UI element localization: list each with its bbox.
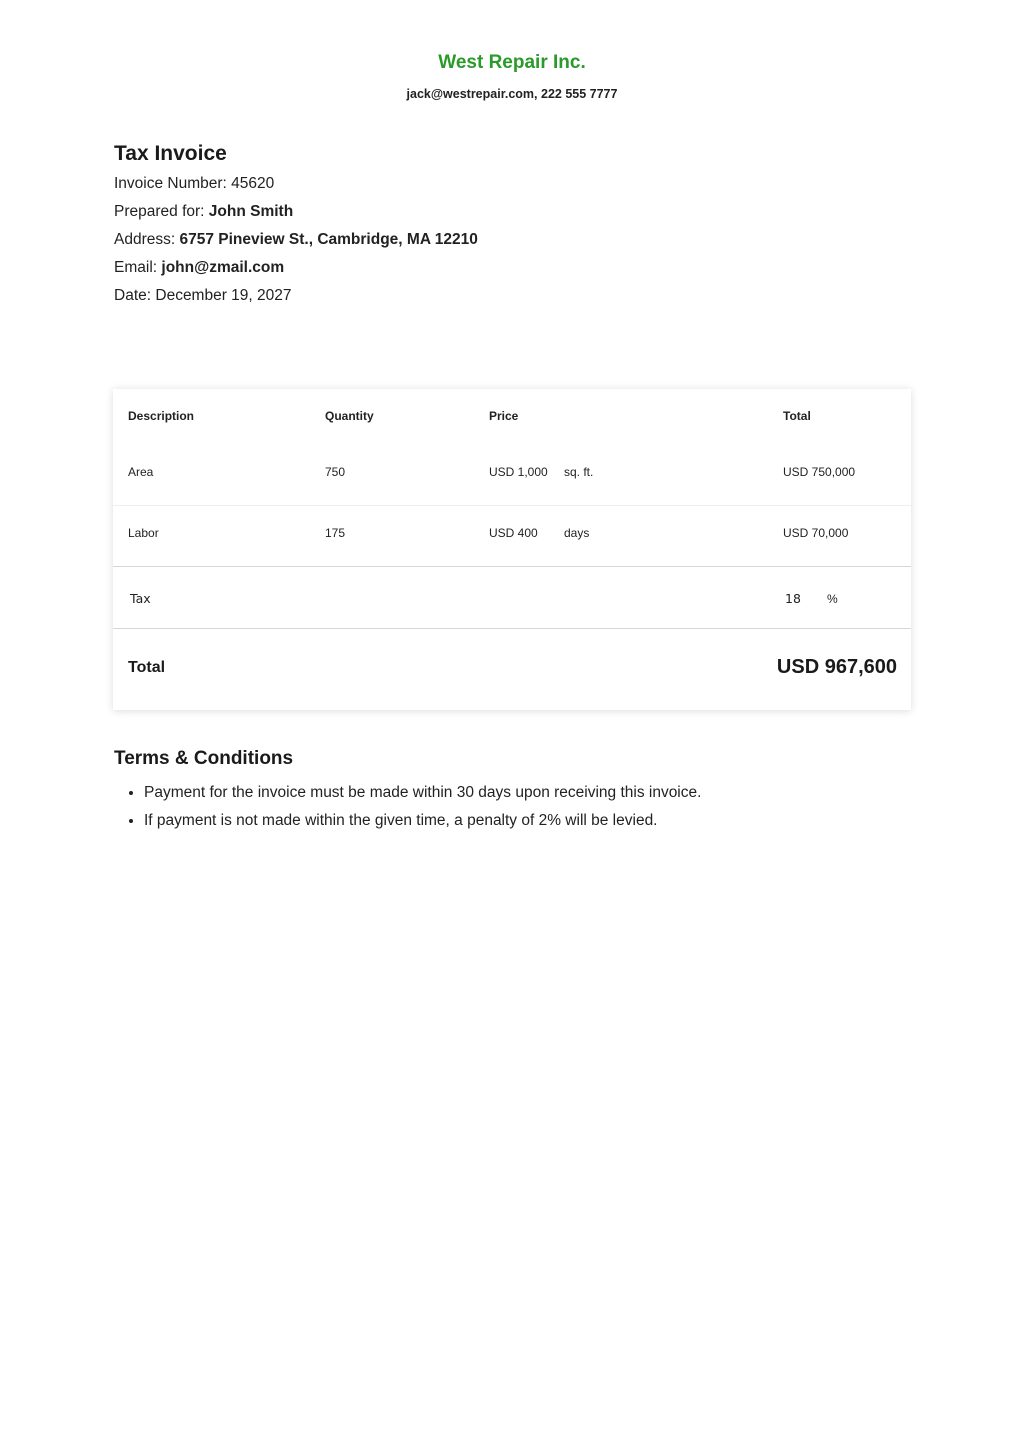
invoice-number-value: 45620 [231,175,275,192]
row-divider [113,566,911,567]
company-contact: jack@westrepair.com, 222 555 7777 [406,87,618,101]
invoice-number-label: Invoice Number: [114,175,227,192]
date-line [114,287,292,305]
invoice-table [113,389,911,710]
header-quantity: Quantity [325,409,374,423]
row-labor-unit: days [564,526,590,540]
address-value: 6757 Pineview St., Cambridge, MA 12210 [179,231,478,248]
prepared-for-label: Prepared for: [114,203,205,220]
prepared-for-line [114,203,293,221]
email-line [114,259,284,277]
terms-list [114,779,924,835]
row-area-total: USD 750,000 [783,465,856,479]
total-value: USD 967,600 [776,656,897,678]
header-total: Total [783,409,811,423]
row-labor-quantity: 175 [325,526,346,540]
row-area-quantity: 750 [325,465,346,479]
row-divider [113,505,911,506]
tax-unit: % [827,592,838,606]
row-area-price: USD 1,000 [489,465,548,479]
terms-item: • Payment for the invoice must be made within 30 days upon receiving this invoice. [144,779,924,807]
invoice-number-line [114,175,274,193]
address-line [114,231,478,249]
tax-value: 18 [785,591,801,606]
invoice-title: Tax Invoice [114,142,227,165]
header-description: Description [128,409,195,423]
date-value: December 19, 2027 [155,287,292,304]
terms-item: • If payment is not made within the given time, a penalty of 2% will be levied. [144,807,924,835]
row-labor-price: USD 400 [489,526,538,540]
row-divider [113,628,911,629]
email-label: Email: [114,259,158,276]
total-label: Total [128,659,166,676]
tax-label: Tax [130,591,151,606]
row-area-description: Area [128,465,154,479]
row-labor-description: Labor [128,526,159,540]
prepared-for-value: John Smith [208,203,294,220]
row-area-unit: sq. ft. [564,465,594,479]
date-label: Date: [114,287,152,304]
company-name: West Repair Inc. [438,52,586,73]
row-labor-total: USD 70,000 [783,526,849,540]
header-price: Price [489,409,519,423]
address-label: Address: [114,231,176,248]
email-value: john@zmail.com [161,259,285,276]
terms-title: Terms & Conditions [114,748,294,769]
